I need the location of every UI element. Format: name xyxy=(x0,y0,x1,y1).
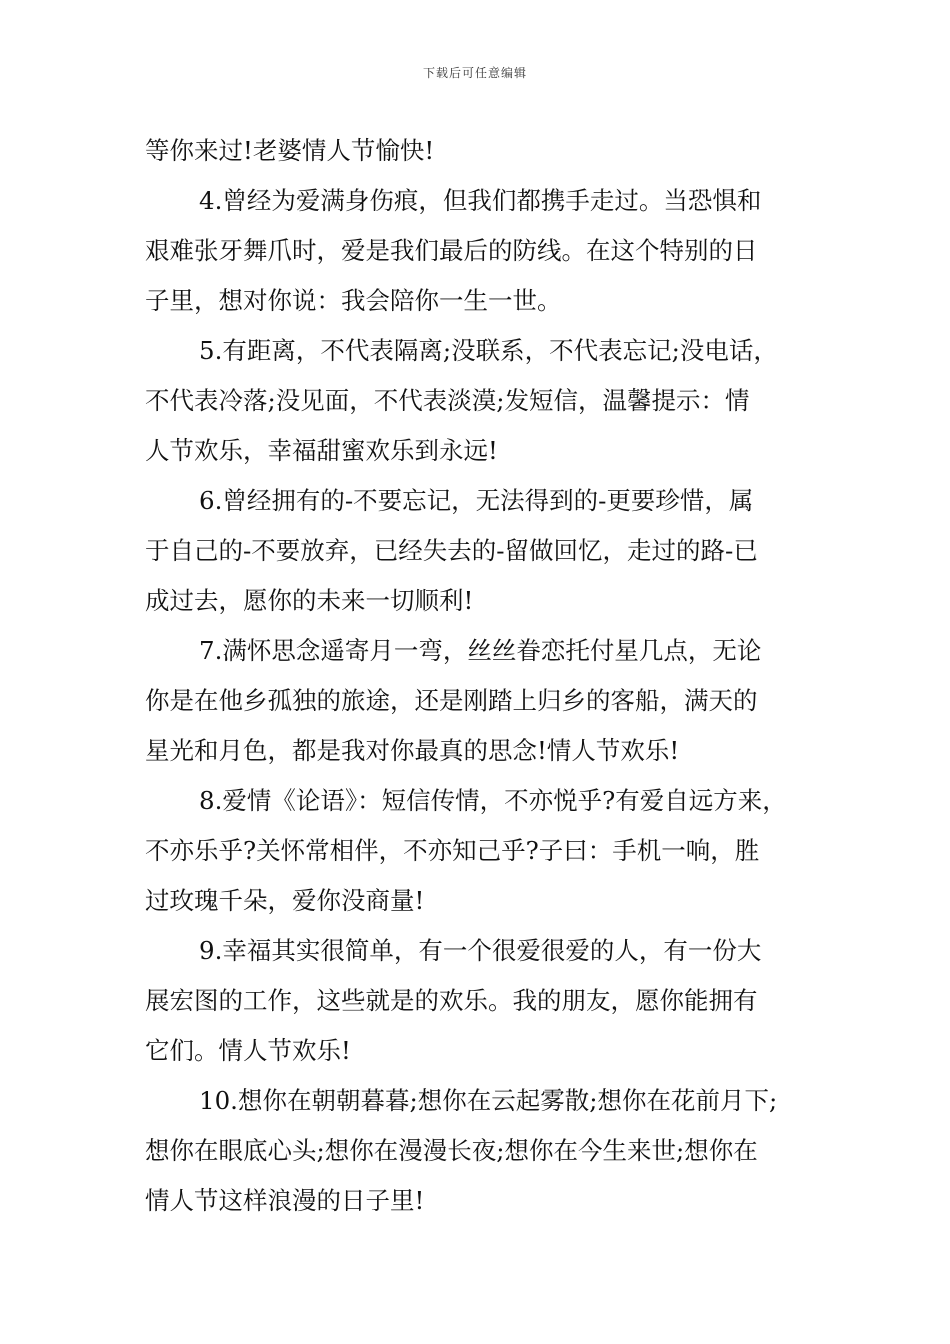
text-line: 它们。情人节欢乐! xyxy=(145,1036,351,1065)
paragraph-item-9 xyxy=(145,926,810,1076)
paragraph-item-6 xyxy=(145,476,810,626)
text-line: 4.曾经为爱满身伤痕，但我们都携手走过。当恐惧和 xyxy=(199,186,762,215)
paragraph-item-5 xyxy=(145,326,810,476)
page-header: 下载后可任意编辑 xyxy=(422,66,527,80)
text-line: 展宏图的工作，这些就是的欢乐。我的朋友，愿你能拥有 xyxy=(145,986,758,1015)
text-line: 8.爱情《论语》：短信传情，不亦悦乎?有爱自远方来， xyxy=(199,786,787,815)
paragraph-item-10 xyxy=(145,1076,810,1226)
paragraph-item-7 xyxy=(145,626,810,776)
text-line: 不亦乐乎?关怀常相伴，不亦知己乎?子曰：手机一响，胜 xyxy=(145,836,760,865)
text-line: 子里，想对你说：我会陪你一生一世。 xyxy=(145,286,562,315)
text-line: 9.幸福其实很简单，有一个很爱很爱的人，有一份大 xyxy=(199,936,762,965)
text-line: 过玫瑰千朵，爱你没商量! xyxy=(145,886,425,915)
text-line: 7.满怀思念遥寄月一弯，丝丝眷恋托付星几点，无论 xyxy=(199,636,762,665)
text-line: 星光和月色，都是我对你最真的思念!情人节欢乐! xyxy=(145,736,680,765)
text-line: 6.曾经拥有的-不要忘记，无法得到的-更要珍惜，属 xyxy=(199,486,754,515)
text-line: 不代表冷落;没见面，不代表淡漠;发短信，温馨提示：情 xyxy=(145,386,750,415)
text-line: 你是在他乡孤独的旅途，还是刚踏上归乡的客船，满天的 xyxy=(145,686,758,715)
text-line: 成过去，愿你的未来一切顺利! xyxy=(145,586,474,615)
text-line: 等你来过!老婆情人节愉快! xyxy=(145,136,435,165)
text-line: 5.有距离，不代表隔离;没联系，不代表忘记;没电话， xyxy=(199,336,778,365)
paragraph-continuation xyxy=(145,126,810,176)
text-line: 情人节这样浪漫的日子里! xyxy=(145,1186,425,1215)
document-body xyxy=(145,126,810,1226)
paragraph-item-4 xyxy=(145,176,810,326)
text-line: 艰难张牙舞爪时，爱是我们最后的防线。在这个特别的日 xyxy=(145,236,758,265)
text-line: 于自己的-不要放弃，已经失去的-留做回忆，走过的路-已 xyxy=(145,536,758,565)
paragraph-item-8 xyxy=(145,776,810,926)
text-line: 人节欢乐，幸福甜蜜欢乐到永远! xyxy=(145,436,498,465)
text-line: 10.想你在朝朝暮暮;想你在云起雾散;想你在花前月下; xyxy=(199,1086,778,1115)
text-line: 想你在眼底心头;想你在漫漫长夜;想你在今生来世;想你在 xyxy=(145,1136,758,1165)
